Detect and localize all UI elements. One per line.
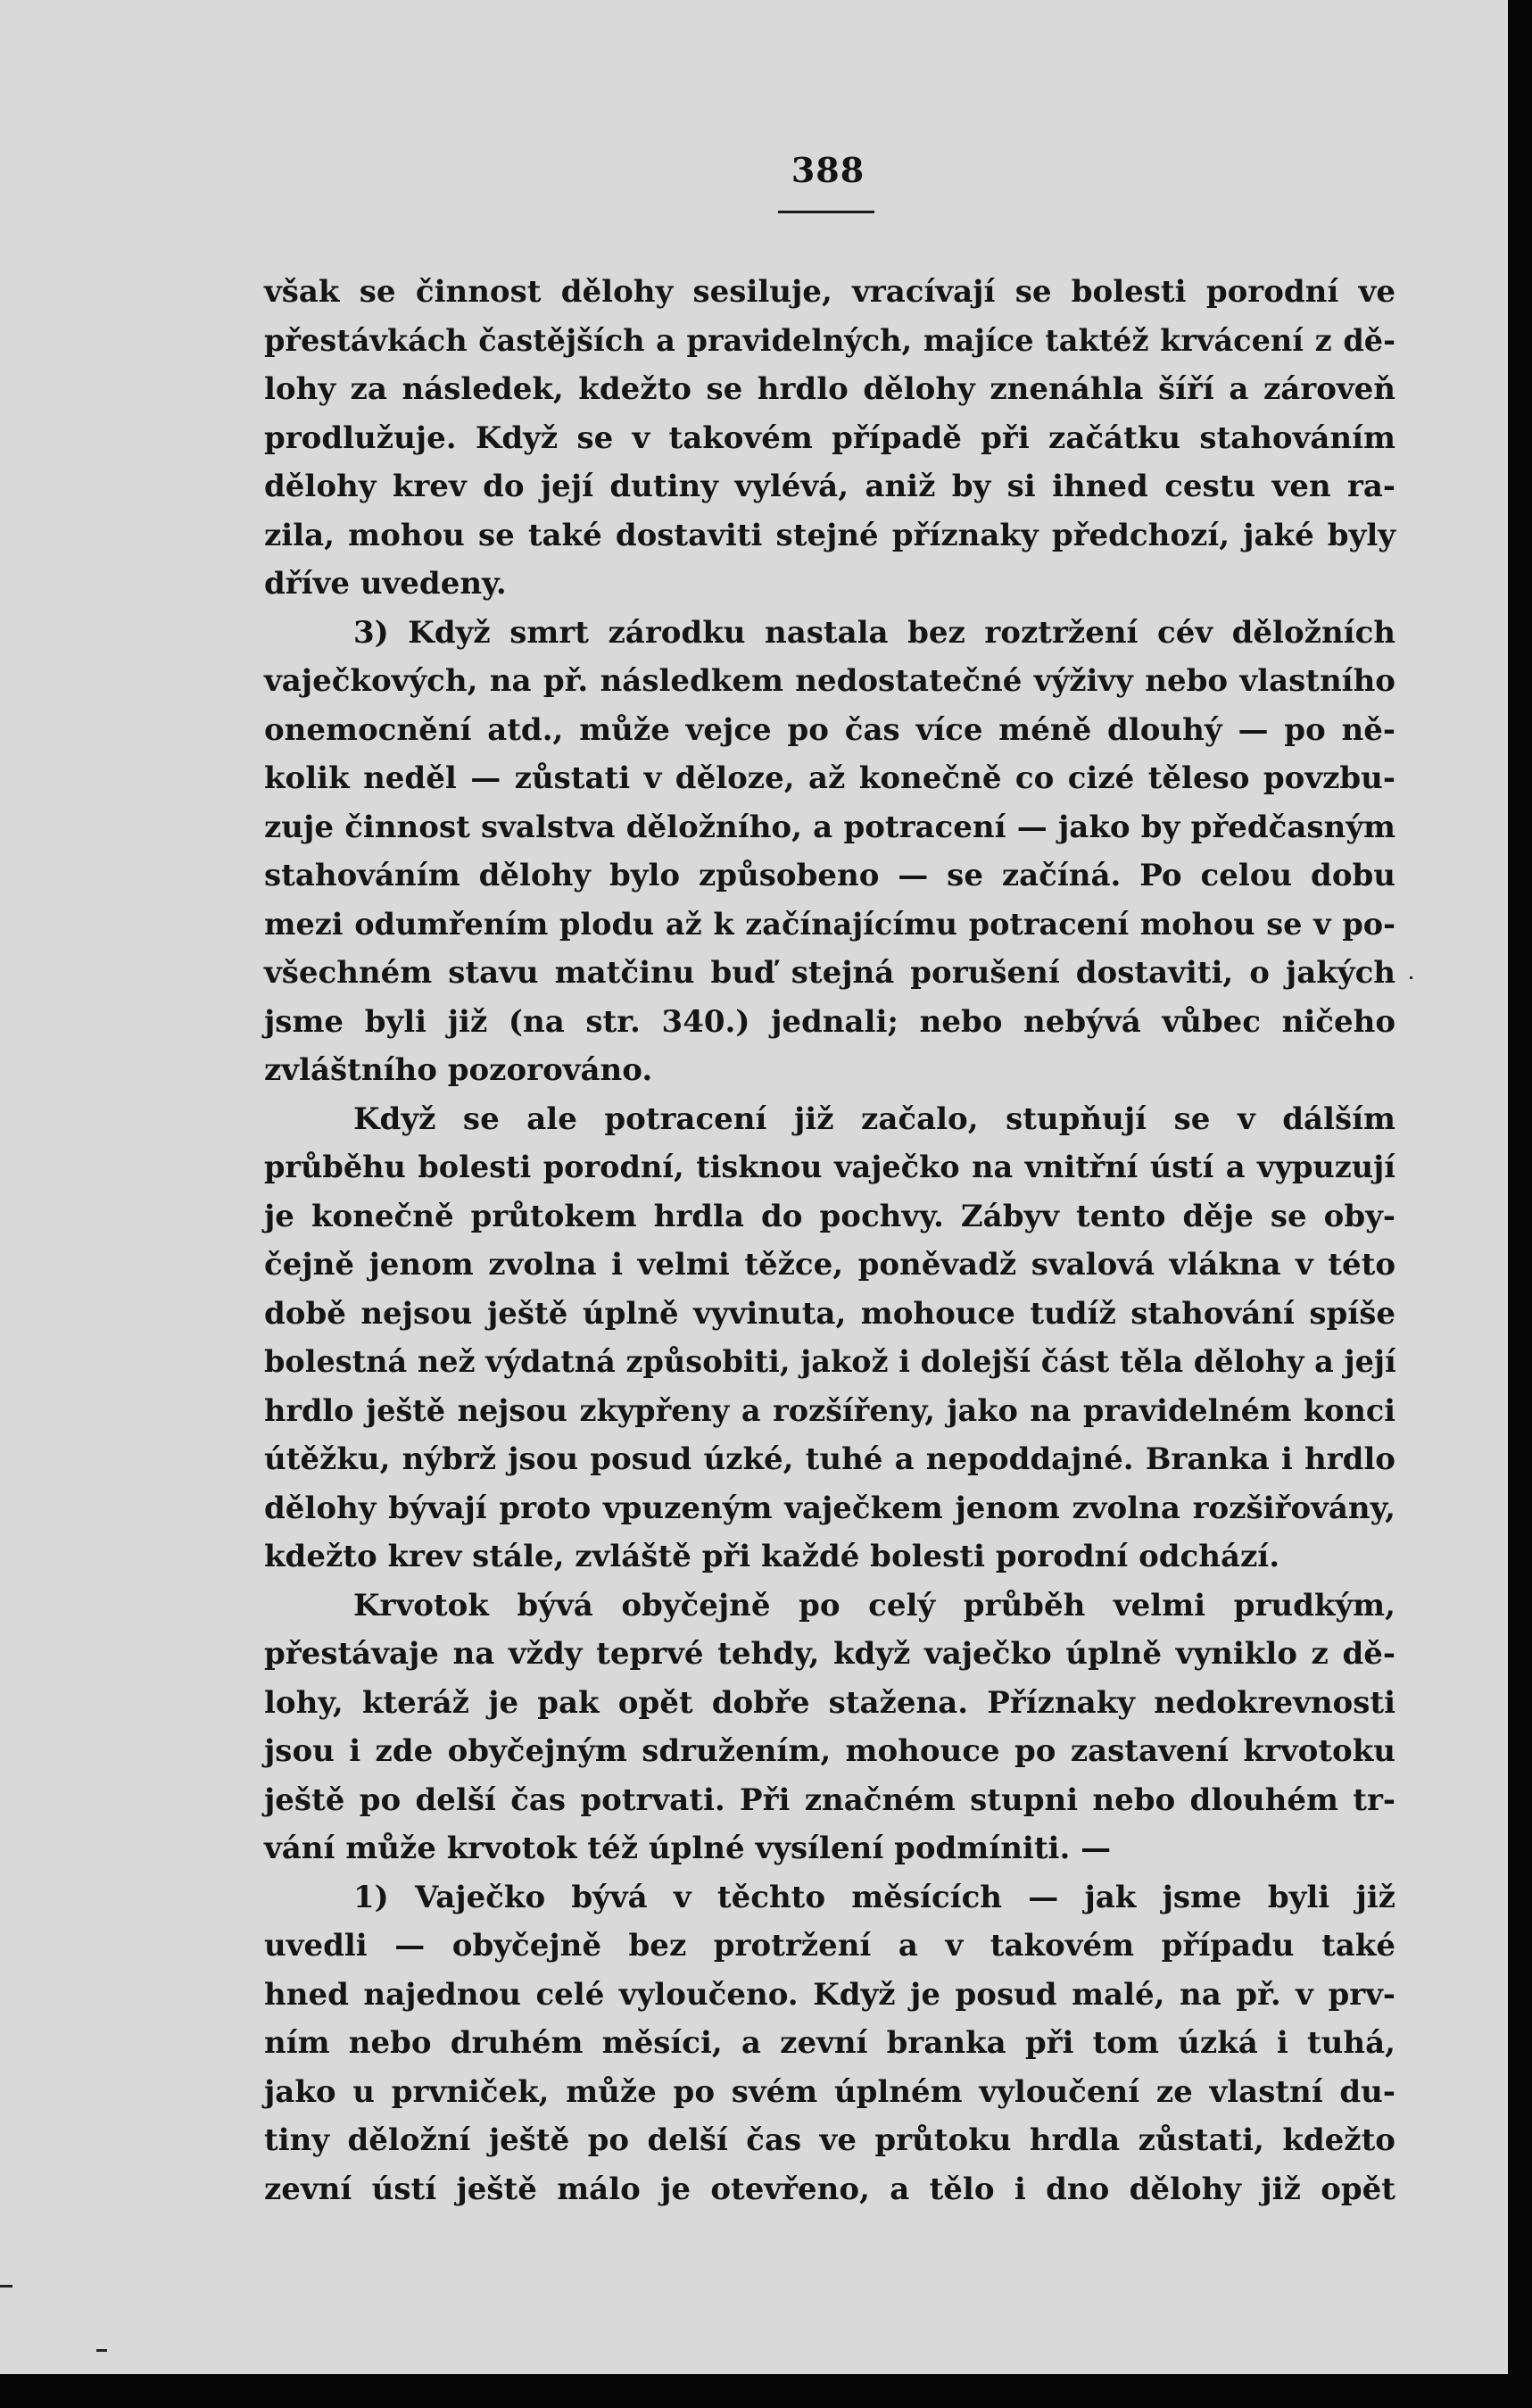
text-line: mezi odumřením plodu až k začínajícímu potracení mohou se v po- (264, 906, 1395, 942)
text-line: ještě po delší čas potrvati. Při značném stupni nebo dlouhém tr- (264, 1781, 1395, 1818)
text-line: Když se ale potracení již začalo, stupňují se v dálším (353, 1100, 1395, 1137)
text-line: je konečně průtokem hrdla do pochvy. Zábyv tento děje se oby- (264, 1198, 1395, 1234)
scan-speck (0, 2285, 12, 2288)
text-line: hrdlo ještě nejsou zkypřeny a rozšířeny, jako na pravidelném konci (264, 1392, 1395, 1428)
text-line: však se činnost dělohy sesiluje, vracívají se bolesti porodní ve (264, 274, 1395, 310)
text-line: všechném stavu matčinu buď stejná porušení dostaviti, o jakých (264, 955, 1395, 991)
text-line: útěžku, nýbrž jsou posud úzké, tuhé a nepoddajné. Branka i hrdlo (264, 1441, 1395, 1477)
text-line: zuje činnost svalstva děložního, a potracení — jako by předčasným (264, 809, 1395, 845)
text-line: čejně jenom zvolna i velmi těžce, poněvadž svalová vlákna v této (264, 1247, 1395, 1283)
text-line: době nejsou ještě úplně vyvinuta, mohouce tudíž stahování spíše (264, 1295, 1395, 1332)
text-line: tiny děložní ještě po delší čas ve průtoku hrdla zůstati, kdežto (264, 2122, 1395, 2158)
page-number: 388 (791, 150, 865, 190)
text-line: stahováním dělohy bylo způsobeno — se začíná. Po celou dobu (264, 858, 1395, 893)
text-line: jsou i zde obyčejným sdružením, mohouce po zastavení krvotoku (264, 1733, 1395, 1769)
text-line: lohy za následek, kdežto se hrdlo dělohy znenáhla šíří a zároveň (264, 371, 1395, 407)
scan-border-bottom (0, 2374, 1532, 2408)
text-line: Krvotok bývá obyčejně po celý průběh velmi prudkým, (353, 1587, 1395, 1623)
text-line: průběhu bolesti porodní, tisknou vaječko na vnitřní ústí a vypuzují (264, 1150, 1395, 1184)
text-line: jsme byli již (na str. 340.) jednali; nebo nebývá vůbec ničeho (264, 1003, 1395, 1040)
text-line: jako u prvniček, může po svém úplném vyloučení ze vlastní du- (264, 2073, 1395, 2110)
text-line: ním nebo druhém měsíci, a zevní branka při tom úzká i tuhá, (264, 2025, 1395, 2061)
text-line: uvedli — obyčejně bez protržení a v takovém případu také (264, 1928, 1395, 1964)
text-line: zvláštního pozorováno. (264, 1052, 653, 1088)
text-line: vání může krvotok též úplné vysílení podmíniti. — (264, 1831, 1112, 1866)
text-line: dříve uvedeny. (264, 566, 507, 602)
text-line: zila, mohou se také dostaviti stejné příznaky předchozí, jaké byly (264, 517, 1395, 553)
text-line: kdežto krev stále, zvláště při každé bolesti porodní odchází. (264, 1539, 1280, 1574)
text-line: bolestná než výdatná způsobiti, jakož i dolejší část těla dělohy a její (264, 1344, 1396, 1379)
text-line: přestávkách častějších a pravidelných, majíce taktéž krvácení z dě- (264, 322, 1395, 358)
scan-speck (96, 2349, 107, 2352)
text-line: lohy, kteráž je pak opět dobře stažena. Příznaky nedokrevnosti (264, 1684, 1395, 1721)
page-number-underline (778, 211, 874, 213)
text-line: zevní ústí ještě málo je otevřeno, a tělo i dno dělohy již opět (264, 2171, 1395, 2207)
text-line: onemocnění atd., může vejce po čas více méně dlouhý — po ně- (264, 711, 1395, 748)
text-line: dělohy krev do její dutiny vylévá, aniž by si ihned cestu ven ra- (264, 469, 1395, 504)
text-line: dělohy bývají proto vpuzeným vaječkem jenom zvolna rozšiřovány, (264, 1490, 1395, 1526)
text-line: hned najednou celé vyloučeno. Když je posud malé, na př. v prv- (264, 1976, 1395, 2013)
text-line: 1) Vaječko bývá v těchto měsících — jak jsme byli již (353, 1879, 1395, 1915)
text-line: prodlužuje. Když se v takovém případě při začátku stahováním (264, 419, 1395, 456)
text-line: vaječkových, na př. následkem nedostatečné výživy nebo vlastního (264, 663, 1395, 699)
body-text (264, 268, 1395, 2213)
text-line: přestávaje na vždy teprvé tehdy, když vaječko úplně vyniklo z dě- (264, 1636, 1395, 1672)
scan-border-right (1508, 0, 1532, 2408)
text-line: 3) Když smrt zárodku nastala bez roztržení cév děložních (353, 614, 1395, 651)
scan-speck (1410, 976, 1412, 979)
text-line: kolik neděl — zůstati v děloze, až konečně co cizé těleso povzbu- (264, 760, 1395, 796)
